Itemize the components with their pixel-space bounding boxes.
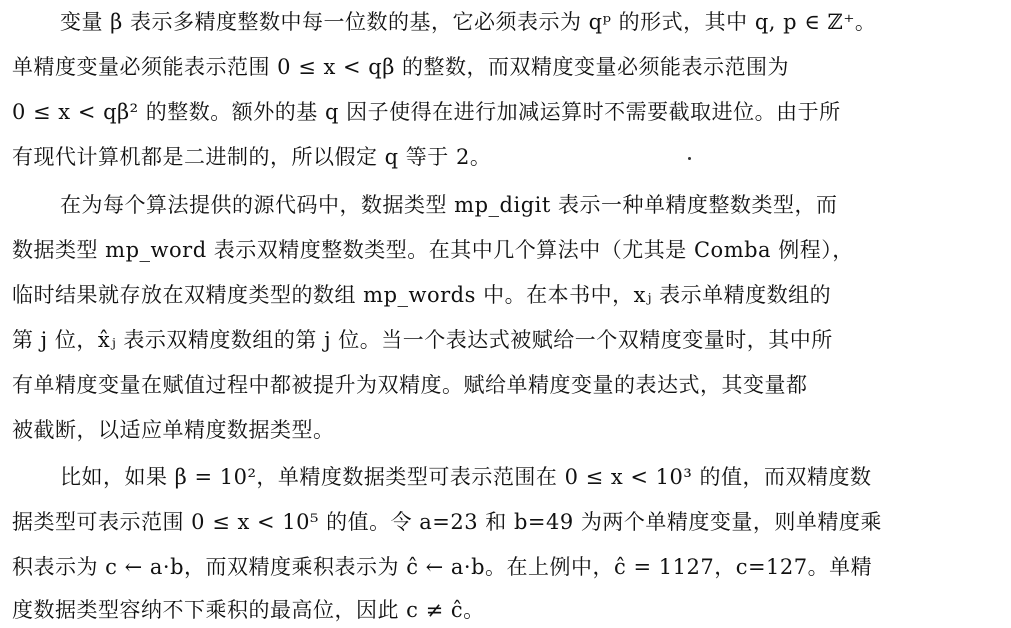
paragraph-1-line-2: 单精度变量必须能表示范围 0 ≤ x < qβ 的整数，而双精度变量必须能表示范围为 [12,55,790,79]
paragraph-2-line-1: 在为每个算法提供的源代码中，数据类型 mp_digit 表示一种单精度整数类型，而 [60,193,838,217]
paragraph-1-line-3: 0 ≤ x < qβ² 的整数。额外的基 q 因子使得在进行加减运算时不需要截取进位。由于所 [12,100,841,124]
paragraph-3-line-1: 比如，如果 β = 10²，单精度数据类型可表示范围在 0 ≤ x < 10³ 的值，而双精度数 [60,465,872,489]
paragraph-3-line-3: 积表示为 c ← a·b，而双精度乘积表示为 ĉ ← a·b。在上例中，ĉ = 1127，c=127。单精 [12,555,873,579]
paragraph-2-line-2: 数据类型 mp_word 表示双精度整数类型。在其中几个算法中（尤其是 Comba 例程）， [12,238,854,262]
paragraph-3-line-4: 度数据类型容纳不下乘积的最高位，因此 c ≠ ĉ。 [12,598,485,622]
scan-speck [688,157,691,160]
paragraph-2-line-3: 临时结果就存放在双精度类型的数组 mp_words 中。在本书中，xⱼ 表示单精度数组的 [12,283,832,307]
paragraph-2-line-5: 有单精度变量在赋值过程中都被提升为双精度。赋给单精度变量的表达式，其变量都 [12,373,808,397]
paragraph-2-line-4: 第 j 位，x̂ⱼ 表示双精度数组的第 j 位。当一个表达式被赋给一个双精度变量时，其中所 [12,328,833,352]
paragraph-1-line-1: 变量 β 表示多精度整数中每一位数的基，它必须表示为 qᵖ 的形式，其中 q, p ∈ ℤ⁺。 [60,10,877,34]
paragraph-3-line-2: 据类型可表示范围 0 ≤ x < 10⁵ 的值。令 a=23 和 b=49 为两个单精度变量，则单精度乘 [12,510,882,534]
paragraph-1-line-4: 有现代计算机都是二进制的，所以假定 q 等于 2。 [12,145,492,169]
paragraph-2-line-6: 被截断，以适应单精度数据类型。 [12,418,335,442]
